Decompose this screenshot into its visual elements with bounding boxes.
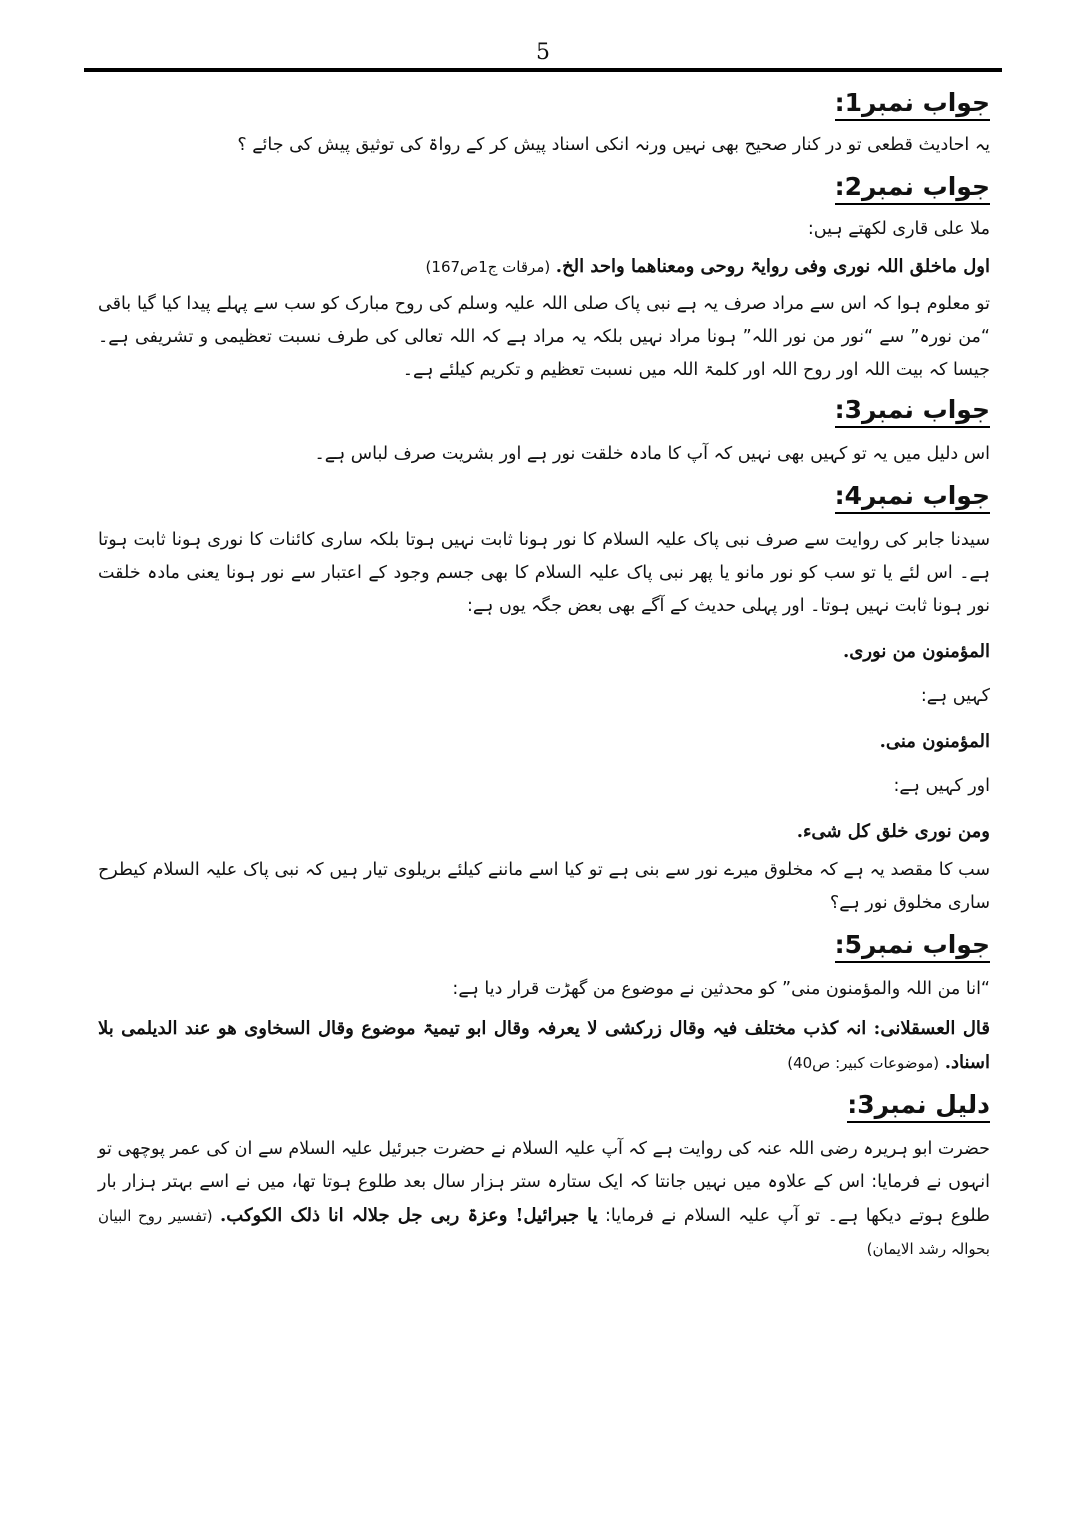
section-answer-4 (98, 481, 990, 920)
section-answer-5 (98, 930, 990, 1080)
section-heading: جواب نمبر1: (835, 88, 990, 121)
page-number: 5 (536, 40, 550, 65)
section-heading: دلیل نمبر3: (847, 1090, 990, 1123)
section-heading: جواب نمبر2: (835, 172, 990, 205)
citation: (موضوعات کبیر: ص40) (787, 1054, 940, 1072)
paragraph (98, 1133, 990, 1266)
section-heading: جواب نمبر3: (835, 395, 990, 428)
arabic-quote: المؤمنون من نوری. (842, 641, 990, 662)
paragraph: اور کہیں ہے: (893, 776, 990, 796)
arabic-text: اول ماخلق اللہ نوری وفی روایۃ روحی ومعناھما واحد الخ. (555, 256, 990, 277)
paragraph: سیدنا جابر کی روایت سے صرف نبی پاک علیہ السلام کا نور ہونا ثابت نہیں ہوتا بلکہ ساری کائنات کا نوری ہونا ثابت ہوتا ہے۔ اس لئے یا تو سب کو نور مانو یا پھر نبی پاک علیہ السلام کا بھی جسم وجود کے اعتبار سے نور ہونا یعنی مادہ خلقت نور ہونا ثابت نہیں ہوتا۔ اور پہلی حدیث کے آگے بھی بعض جگہ یوں ہے: (98, 530, 990, 616)
section-answer-1 (98, 88, 990, 162)
section-answer-3 (98, 395, 990, 471)
paragraph: تو معلوم ہوا کہ اس سے مراد صرف یہ ہے نبی پاک صلی اللہ علیہ وسلم کی روح مبارک کو سب سے پہلے پیدا کیا گیا باقی “من نورہ” سے “نور من نور اللہ” ہونا مراد نہیں بلکہ یہ مراد ہے کہ اللہ تعالی کی طرف نسبت تعظیمی و تشریفی ہے۔ جیسا کہ بیت اللہ اور روح اللہ اور کلمۃ اللہ میں نسبت تعظیم و تکریم کیلئے ہے۔ (98, 294, 990, 380)
citation: (تفسیر روح البیان بحوالہ رشد الایمان) (98, 1207, 990, 1258)
section-evidence-3 (98, 1090, 990, 1266)
paragraph: یہ احادیث قطعی تو در کنار صحیح بھی نہیں ورنہ انکی اسناد پیش کر کے رواۃ کی توثیق پیش کی جائے ؟ (237, 135, 990, 155)
arabic-text: یا جبرائیل! وعزۃ ربی جل جلالہ انا ذلک الکوکب. (220, 1205, 598, 1226)
arabic-quote (98, 250, 990, 284)
document-body (98, 84, 990, 1266)
paragraph: سب کا مقصد یہ ہے کہ مخلوق میرے نور سے بنی ہے تو کیا اسے ماننے کیلئے بریلوی تیار ہیں کہ نبی پاک علیہ السلام کیطرح ساری مخلوق نور ہے؟ (98, 860, 990, 913)
section-heading: جواب نمبر4: (835, 481, 990, 514)
section-answer-2 (98, 172, 990, 387)
arabic-quote: ومن نوری خلق کل شیء. (796, 821, 990, 842)
paragraph: اس دلیل میں یہ تو کہیں بھی نہیں کہ آپ کا مادہ خلقت نور ہے اور بشریت صرف لباس ہے۔ (314, 444, 990, 464)
arabic-quote (98, 1012, 990, 1080)
paragraph-text: حضرت ابو ہریرہ رضی اللہ عنہ کی روایت ہے کہ آپ علیہ السلام نے حضرت جبرئیل علیہ السلام سے ان کی عمر پوچھی تو انہوں نے فرمایا: اس کے علاوہ میں نہیں جانتا کہ ایک ستارہ ستر ہزار سال بعد طلوع ہوتا تھا، میں نے اسے بہتر ہزار بار طلوع ہوتے دیکھا ہے۔ تو آپ علیہ السلام نے فرمایا: (98, 1139, 990, 1226)
section-heading: جواب نمبر5: (835, 930, 990, 963)
arabic-quote: المؤمنون منی. (879, 731, 990, 752)
arabic-text: قال العسقلانی: انہ کذب مختلف فیہ وقال زرکشی لا یعرفہ وقال ابو تیمیۃ موضوع وقال السخاوی ھو عند الدیلمی بلا اسناد. (98, 1018, 990, 1073)
citation: (مرقات ج1ص167) (425, 258, 551, 276)
header-divider (84, 68, 1002, 72)
paragraph: “انا من اللہ والمؤمنون منی” کو محدثین نے موضوع من گھڑت قرار دیا ہے: (452, 979, 990, 999)
paragraph: کہیں ہے: (920, 686, 990, 706)
paragraph: ملا علی قاری لکھتے ہیں: (807, 219, 990, 239)
